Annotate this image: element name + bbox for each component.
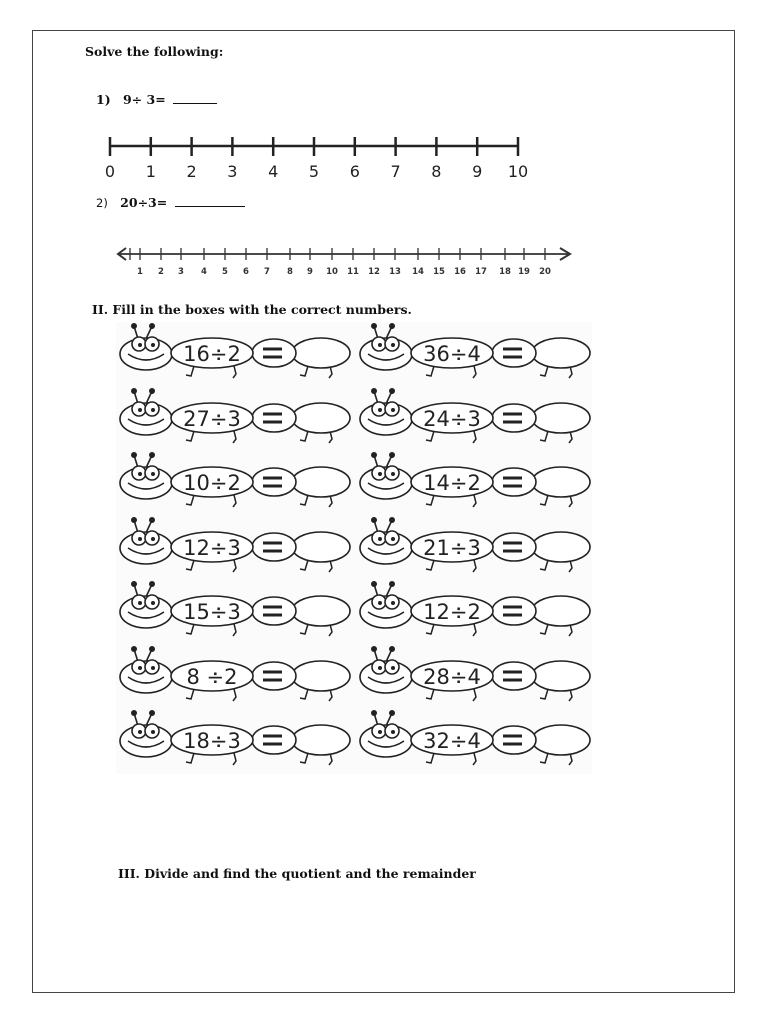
answer-box[interactable] (532, 467, 590, 497)
section-2-heading: II. Fill in the boxes with the correct numbers. (92, 302, 412, 317)
answer-box[interactable] (292, 403, 350, 433)
answer-box[interactable] (532, 532, 590, 562)
ant-exercise (116, 516, 352, 576)
number-line-1-20 (110, 244, 580, 280)
tick-label: 9 (472, 162, 483, 181)
question-1-answer-blank[interactable] (173, 91, 217, 104)
tick-label: 6 (243, 267, 249, 277)
ant-exercise (356, 451, 592, 511)
ant-face-icon (120, 402, 172, 435)
question-1-number: 1) (96, 92, 111, 107)
answer-box[interactable] (292, 532, 350, 562)
ant-face-icon (120, 724, 172, 757)
ant-face-icon (120, 595, 172, 628)
ant-face-icon (360, 531, 412, 564)
question-2-number: 2) (96, 196, 108, 210)
question-1 (96, 91, 217, 107)
tick-label: 1 (145, 162, 156, 181)
ant-exercise (356, 709, 592, 769)
ant-exercise (356, 516, 592, 576)
answer-box[interactable] (532, 338, 590, 368)
tick-label: 20 (539, 267, 551, 277)
tick-label: 11 (347, 267, 359, 277)
question-2 (96, 194, 245, 210)
ant-face-icon (120, 337, 172, 370)
ant-exercise (116, 709, 352, 769)
division-expression: 16÷2 (183, 342, 241, 366)
number-line-0-10 (100, 134, 540, 184)
tick-label: 8 (431, 162, 442, 181)
tick-label: 9 (307, 267, 313, 277)
answer-box[interactable] (292, 725, 350, 755)
ant-face-icon (360, 402, 412, 435)
tick-label: 1 (137, 267, 143, 277)
division-expression: 14÷2 (423, 471, 481, 495)
answer-box[interactable] (532, 725, 590, 755)
tick-label: 16 (454, 267, 466, 277)
division-expression: 36÷4 (423, 342, 481, 366)
answer-box[interactable] (532, 661, 590, 691)
division-expression: 12÷3 (183, 535, 241, 560)
ant-exercise (356, 322, 592, 382)
division-expression: 18÷3 (183, 729, 241, 753)
ant-face-icon (360, 724, 412, 757)
ant-face-icon (120, 660, 172, 693)
division-expression: 15÷3 (183, 600, 241, 624)
answer-box[interactable] (292, 467, 350, 497)
section-3-heading: III. Divide and find the quotient and the remainder (118, 866, 476, 881)
tick-label: 10 (326, 267, 338, 277)
ant-face-icon (360, 337, 412, 370)
tick-label: 10 (507, 162, 529, 181)
tick-label: 14 (412, 267, 424, 277)
ant-face-icon (360, 595, 412, 628)
tick-label: 2 (186, 162, 197, 181)
tick-label: 18 (499, 267, 511, 277)
tick-label: 4 (268, 162, 279, 181)
question-2-expression: 20÷3= (120, 195, 168, 210)
tick-label: 5 (222, 267, 228, 277)
ant-exercise (116, 645, 352, 705)
answer-box[interactable] (292, 596, 350, 626)
division-expression: 8 ÷2 (186, 664, 238, 689)
ant-exercise (356, 645, 592, 705)
worksheet-title: Solve the following: (85, 44, 224, 59)
tick-label: 7 (390, 162, 401, 181)
tick-label: 12 (368, 267, 380, 277)
division-expression: 12÷2 (423, 600, 481, 624)
tick-label: 3 (227, 162, 238, 181)
tick-label: 13 (389, 267, 401, 277)
tick-label: 3 (178, 267, 184, 277)
ant-exercise (116, 322, 352, 382)
ant-exercises-grid (116, 322, 592, 774)
division-expression: 28÷4 (423, 664, 481, 689)
tick-label: 8 (287, 267, 293, 277)
answer-box[interactable] (532, 596, 590, 626)
tick-label: 19 (518, 267, 530, 277)
ant-face-icon (120, 531, 172, 564)
question-1-expression: 9÷ 3= (122, 92, 166, 107)
tick-label: 2 (158, 267, 164, 277)
tick-label: 17 (475, 267, 487, 277)
ant-exercise (116, 580, 352, 640)
ant-exercise (356, 387, 592, 447)
answer-box[interactable] (532, 403, 590, 433)
ant-face-icon (360, 466, 412, 499)
answer-box[interactable] (292, 338, 350, 368)
division-expression: 24÷3 (423, 406, 481, 431)
ant-face-icon (360, 660, 412, 693)
ant-exercise (116, 451, 352, 511)
tick-label: 0 (104, 162, 116, 181)
ant-exercise (116, 387, 352, 447)
tick-label: 4 (201, 267, 207, 277)
tick-label: 7 (264, 267, 270, 277)
division-expression: 27÷3 (183, 406, 241, 431)
answer-box[interactable] (292, 661, 350, 691)
division-expression: 32÷4 (423, 729, 481, 753)
division-expression: 21÷3 (423, 535, 481, 560)
tick-label: 15 (433, 267, 445, 277)
ant-face-icon (120, 466, 172, 499)
tick-label: 5 (308, 162, 320, 181)
tick-label: 6 (349, 162, 360, 181)
ant-exercise (356, 580, 592, 640)
division-expression: 10÷2 (183, 471, 241, 495)
question-2-answer-blank[interactable] (175, 194, 245, 207)
